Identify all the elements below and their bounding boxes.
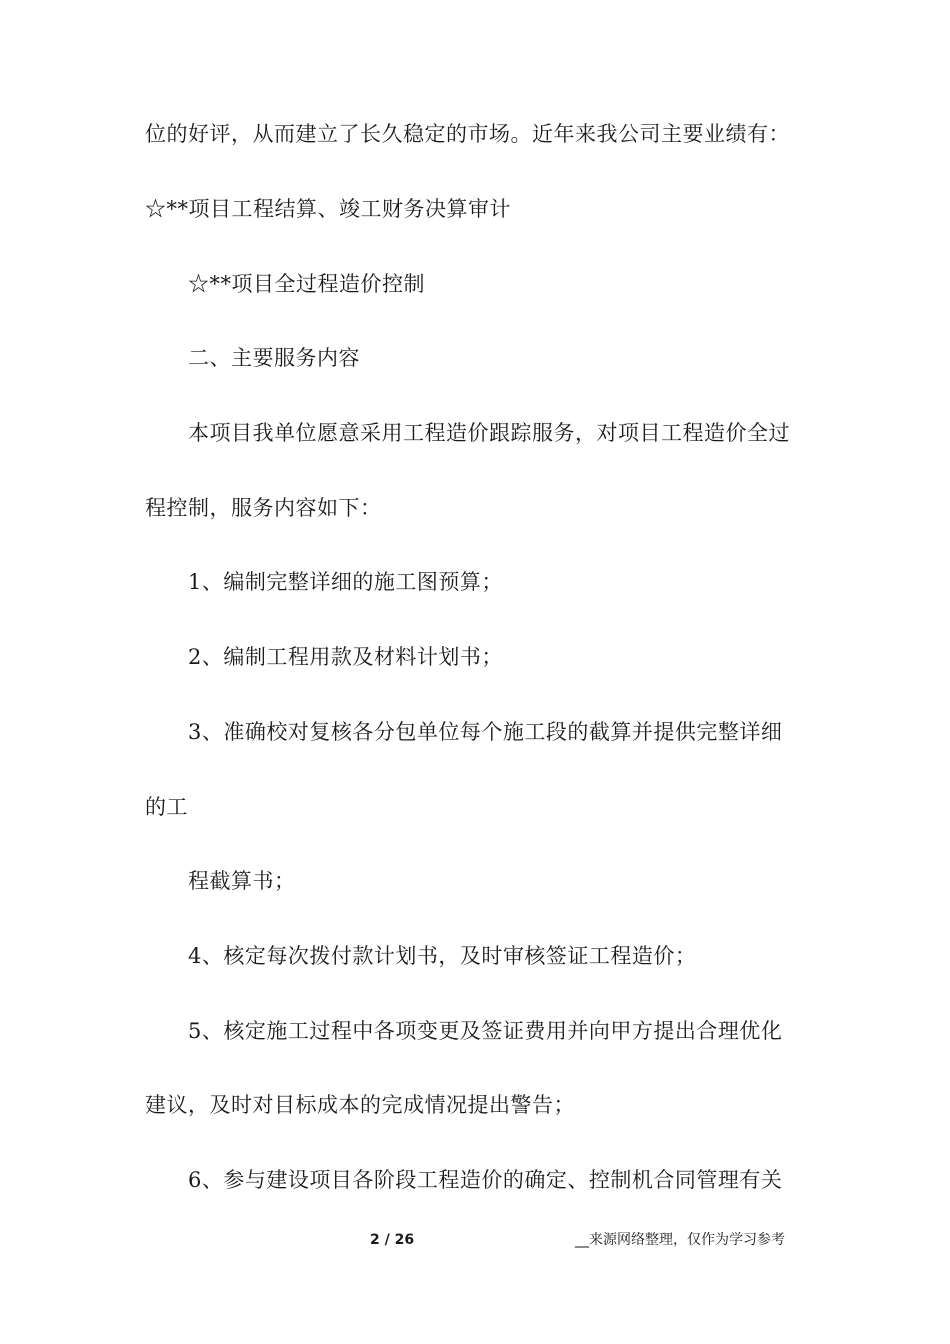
body-line-6: 程控制，服务内容如下： [145, 496, 382, 520]
list-item-5: 5、核定施工过程中各项变更及签证费用并向甲方提出合理优化 [188, 1019, 783, 1043]
list-item-3-continued-2: 程截算书； [188, 869, 296, 893]
list-item-3-continued: 的工 [145, 795, 188, 819]
source-note: __来源网络整理，仅作为学习参考 [575, 1232, 785, 1248]
list-item-3: 3、准确校对复核各分包单位每个施工段的截算并提供完整详细 [188, 720, 783, 744]
body-line-5: 本项目我单位愿意采用工程造价跟踪服务，对项目工程造价全过 [188, 421, 790, 445]
body-line-1: 位的好评，从而建立了长久稳定的市场。近年来我公司主要业绩有： [145, 122, 790, 146]
section-heading: 二、主要服务内容 [188, 346, 360, 370]
page-number: 2 / 26 [370, 1232, 415, 1248]
list-item-2: 2、编制工程用款及材料计划书； [188, 645, 503, 669]
body-line-3: ☆**项目全过程造价控制 [188, 272, 425, 296]
list-item-6: 6、参与建设项目各阶段工程造价的确定、控制机合同管理有关 [188, 1168, 783, 1192]
list-item-1: 1、编制完整详细的施工图预算； [188, 570, 503, 594]
list-item-5-continued: 建议，及时对目标成本的完成情况提出警告； [145, 1093, 575, 1117]
body-line-2: ☆**项目工程结算、竣工财务决算审计 [145, 197, 511, 221]
list-item-4: 4、核定每次拨付款计划书，及时审核签证工程造价； [188, 944, 697, 968]
